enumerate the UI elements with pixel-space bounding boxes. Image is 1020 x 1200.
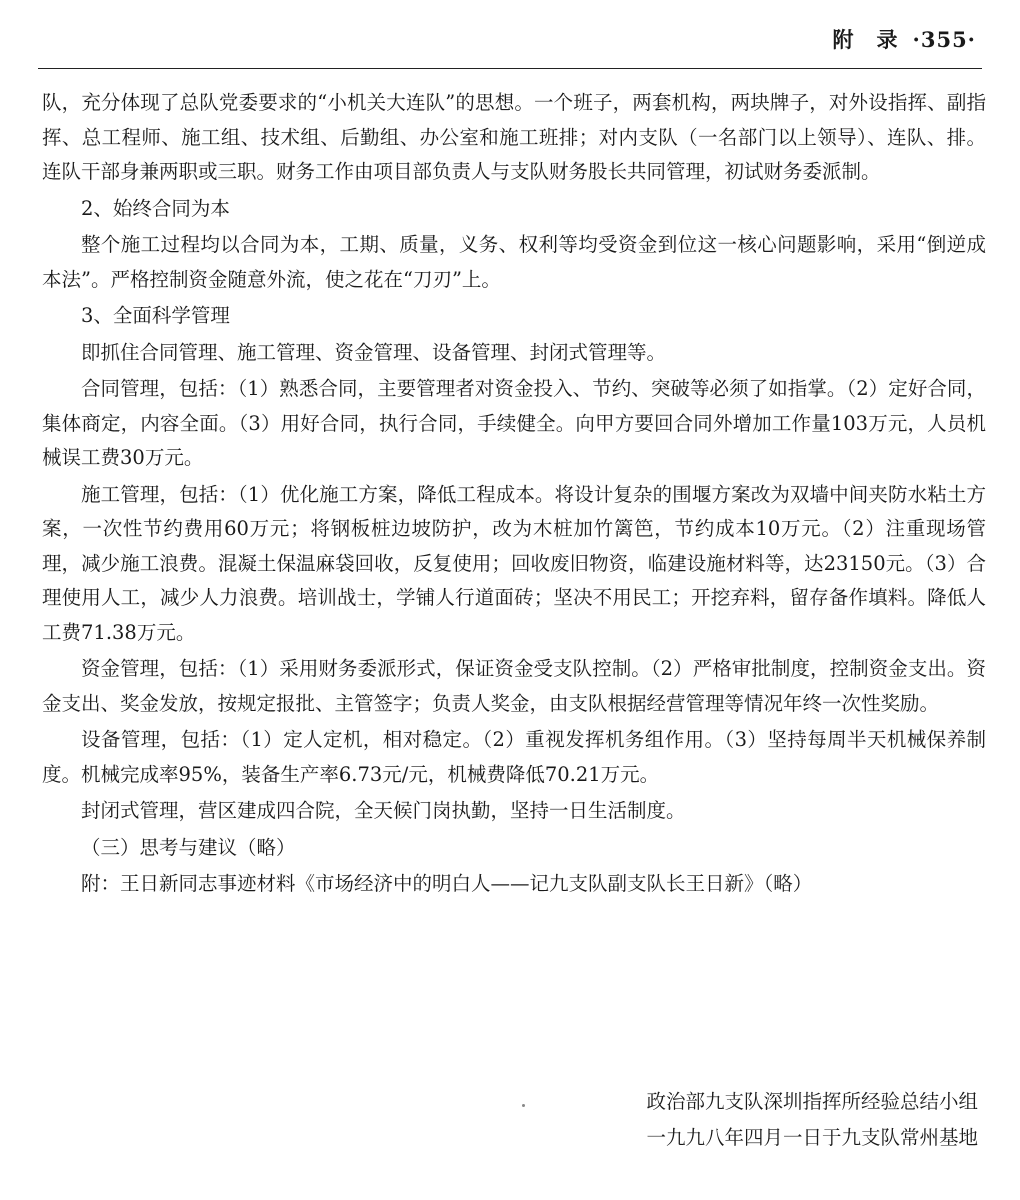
paragraph: 队，充分体现了总队党委要求的“小机关大连队”的思想。一个班子，两套机构，两块牌子，对外设指挥、副指挥、总工程师、施工组、技术组、后勤组、办公室和施工班排；对内支队（一名部门以上领导）、连队、排。连队干部身兼两职或三职。财务工作由项目部负责人与支队财务股长共同管理，初试财务委派制。 [42,91,986,183]
page-number: ·355· [912,27,976,52]
paragraph: 整个施工过程均以合同为本，工期、质量，义务、权利等均受资金到位这一核心问题影响，采用“倒逆成本法”。严格控制资金随意外流，使之花在“刀刃”上。 [42,233,986,291]
scan-speck [522,1104,525,1107]
section-heading: （三）思考与建议（略） [81,835,296,859]
paragraph: 即抓住合同管理、施工管理、资金管理、设备管理、封闭式管理等。 [81,340,667,364]
signature-organization: 政治部九支队深圳指挥所经验总结小组 [646,1090,978,1113]
signature-date: 一九九八年四月一日于九支队常州基地 [646,1126,978,1149]
paragraph: 封闭式管理，营区建成四合院，全天候门岗执勤，坚持一日生活制度。 [81,799,686,822]
running-header [833,24,976,54]
paragraph: 资金管理，包括：（1）采用财务委派形式，保证资金受支队控制。（2）严格审批制度，控制资金支出。资金支出、奖金发放，按规定报批、主管签字；负责人奖金，由支队根据经营管理等情况年终一次性奖励。 [42,657,986,715]
appendix-note: 附：王日新同志事迹材料《市场经济中的明白人——记九支队副支队长王日新》（略） [81,872,813,895]
section-heading: 2、始终合同为本 [81,196,230,220]
paragraph: 施工管理，包括：（1）优化施工方案，降低工程成本。将设计复杂的围堰方案改为双墙中间夹防水粘土方案，一次性节约费用60万元；将钢板桩边坡防护，改为木桩加竹篱笆，节约成本10万元。（2）注重现场管理，减少施工浪费。混凝土保温麻袋回收，反复使用；回收废旧物资，临建设施材料等，达23150元。（3）合理使用人工，减少人力浪费。培训战士，学铺人行道面砖；坚决不用民工；开挖弃料，留存备作填料。降低人工费71.38万元。 [42,482,986,644]
paragraph: 合同管理，包括：（1）熟悉合同，主要管理者对资金投入、节约、突破等必须了如指掌。（2）定好合同，集体商定，内容全面。（3）用好合同，执行合同，手续健全。向甲方要回合同外增加工作量103万元，人员机械误工费30万元。 [42,377,986,469]
paragraph: 设备管理，包括：（1）定人定机，相对稳定。（2）重视发挥机务组作用。（3）坚持每周半天机械保养制度。机械完成率95%，装备生产率6.73元/元，机械费降低70.21万元。 [42,728,986,786]
header-section: 附 录 [832,27,899,52]
header-rule [38,68,982,69]
section-heading: 3、全面科学管理 [81,304,230,327]
body-text [42,86,986,904]
